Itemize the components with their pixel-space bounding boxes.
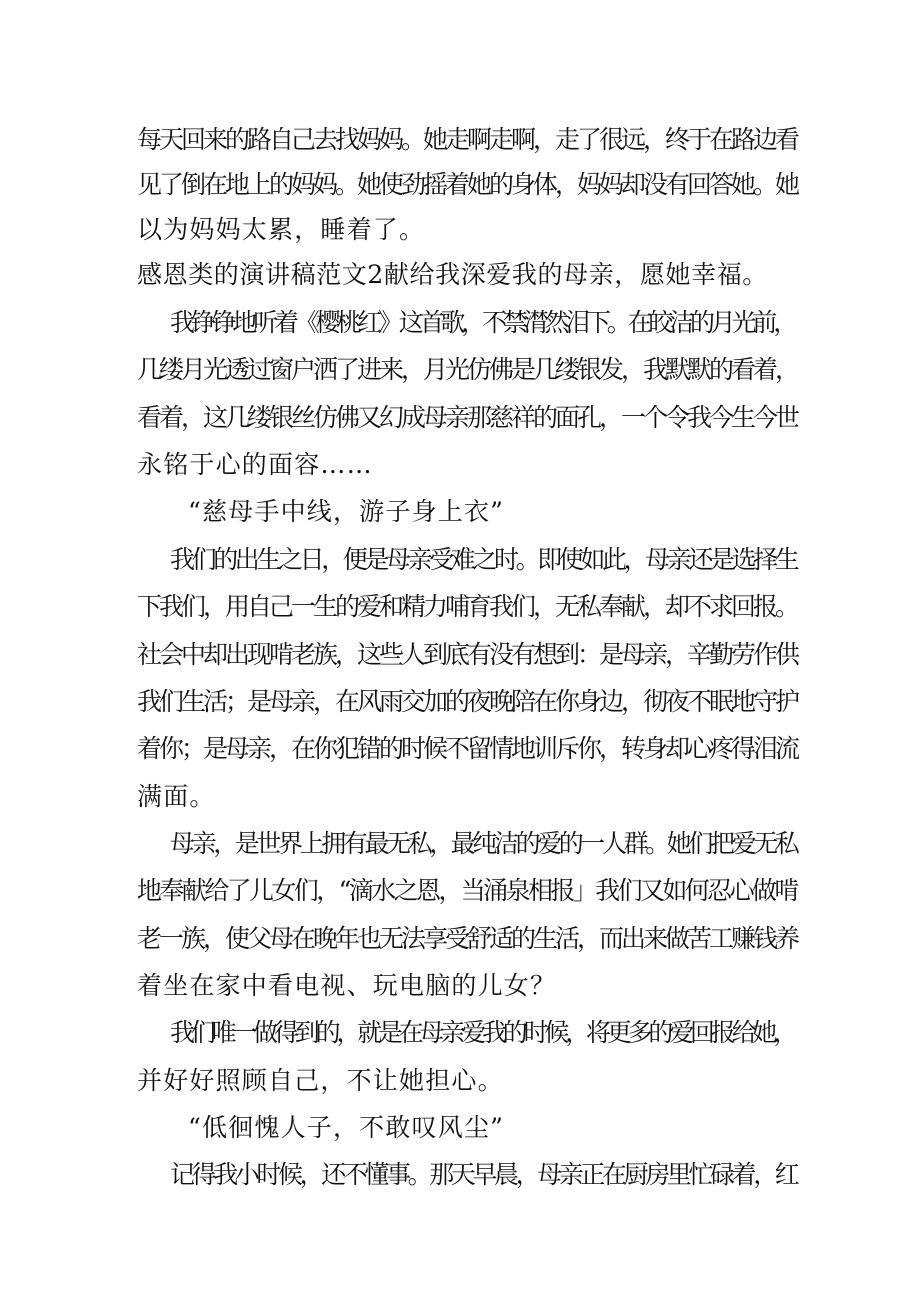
text-line: 记得我小时候，还不懂事。那天早晨，母亲正在厨房里忙碌着，红: [170, 1160, 797, 1189]
text-line: 社会中却出现啃老族，这些人到底有没有想到：是母亲，辛勤劳作供: [137, 640, 798, 669]
text-line: 我们唯一做得到的，就是在母亲爱我的时候，将更多的爱回报给她，: [170, 1018, 795, 1047]
text-line: 看着，这几缕银丝仿佛又幻成母亲那慈祥的面孔，一个令我今生今世: [137, 403, 798, 432]
text-line: 以为妈妈太累，睡着了。: [137, 215, 426, 244]
text-line: 下我们，用自己一生的爱和精力哺育我们，无私奉献，却不求回报。: [137, 592, 798, 621]
text-line: 并好好照顾自己，不让她担心。: [137, 1066, 504, 1095]
text-line: 永铭于心的面容……: [137, 450, 373, 479]
text-line: 母亲，是世界上拥有最无私，最纯洁的爱的一人群。她们把爱无私: [170, 829, 797, 858]
text-line: 满面。: [137, 782, 216, 811]
quote-heading: “低徊愧人子，不敢叹风尘”: [188, 1113, 505, 1142]
text-line: 老一族，使父母在晚年也无法享受舒适的生活，而出来做苦工赚钱养: [137, 924, 798, 953]
text-line: 我们生活；是母亲，在风雨交加的夜晚陪在你身边，彻夜不眠地守护: [137, 687, 798, 716]
text-line: 地奉献给了儿女们，“滴水之恩，当涌泉相报」我们又如何忍心做啃: [137, 876, 797, 905]
text-line: 几缕月光透过窗户洒了进来，月光仿佛是几缕银发，我默默的看着，: [137, 355, 798, 384]
text-line: 见了倒在地上的妈妈。她使劲摇着她的身体，妈妈却没有回答她。她: [137, 170, 798, 199]
quote-heading: “慈母手中线，游子身上衣”: [188, 497, 505, 526]
section-heading: 感恩类的演讲稿范文2献给我深爱我的母亲，愿她幸福。: [137, 260, 768, 289]
text-line: 着坐在家中看电视、玩电脑的儿女？: [137, 971, 557, 1000]
text-line: 我铮铮地听着《樱桃红》这首歌，不禁潸然泪下。在皎洁的月光前，: [170, 308, 795, 337]
text-line: 每天回来的路自己去找妈妈。她走啊走啊，走了很远，终于在路边看: [137, 125, 798, 154]
text-line: 着你；是母亲，在你犯错的时候不留情地训斥你，转身却心疼得泪流: [137, 734, 798, 763]
text-line: 我们的出生之日，便是母亲受难之时。即使如此，母亲还是选择生: [170, 545, 797, 574]
